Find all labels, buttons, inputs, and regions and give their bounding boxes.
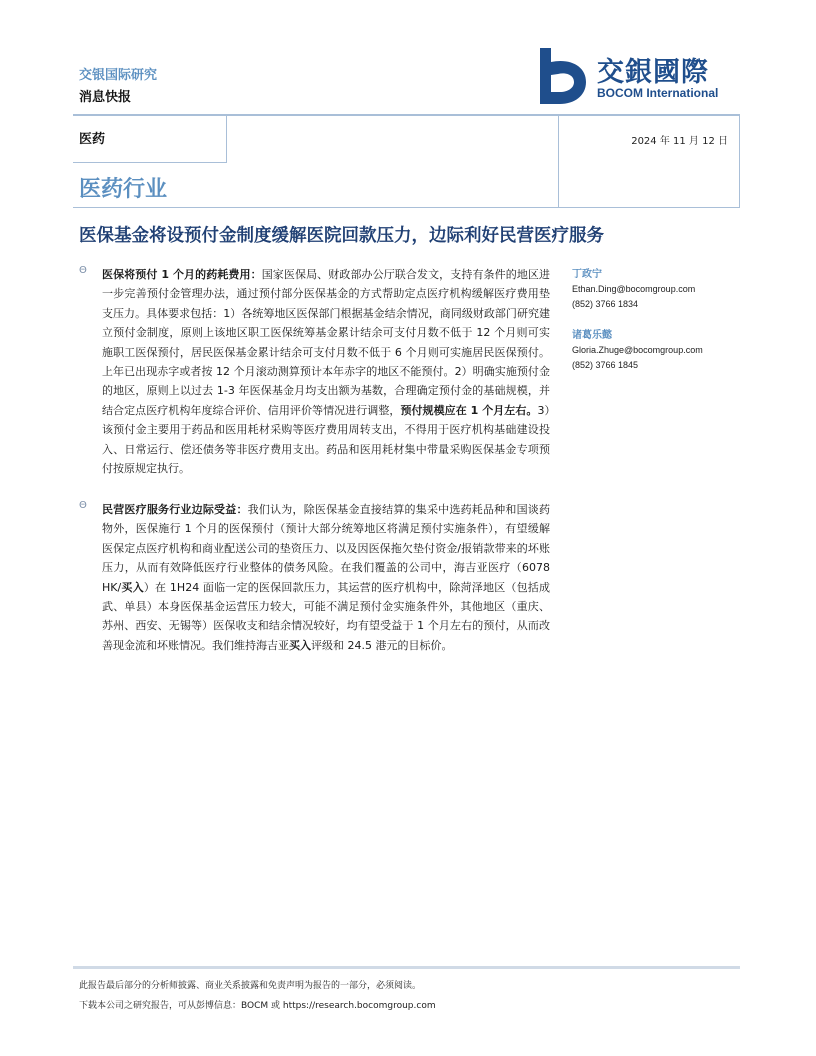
divider-line: [558, 116, 559, 208]
bullet-body-continued: ）在 1H24 面临一定的医保回款压力，其运营的医疗机构中，除菏泽地区（包括成武、单县）本身医保基金运营压力较大，可能不满足预付金实施条件外，其他地区（重庆、苏州、西安、无锡等）医保收支和结余情况较好，均有望受益于 1 个月左右的预付，从而改善现金流和坏账情况。我们维持海吉亚: [102, 580, 551, 652]
org-name: 交银国际研究: [79, 68, 158, 83]
divider-line: [73, 162, 227, 163]
footer-rule: [73, 966, 740, 969]
bullet-tail: 3）该预付金主要用于药品和医用耗材采购等医疗费用周转支出，不得用于医疗机构基础建设投入、日常运行、偿还债务等非医疗费用支出。药品和医用耗材集中带量采购医保基金专项预付按原规定执行。: [102, 403, 551, 476]
analyst-phone: (852) 3766 1845: [572, 360, 639, 370]
logo-english-text: BOCOM International: [597, 86, 719, 100]
divider-line: [73, 207, 740, 208]
report-date: 2024 年 11 月 12 日: [631, 136, 728, 147]
report-type: 消息快报: [79, 90, 132, 105]
bullet-emphasis: 预付规模应在 1 个月左右。: [400, 403, 538, 417]
bullet-marker-icon: Θ: [79, 500, 87, 511]
rating-inline: 买入: [121, 580, 144, 594]
report-headline: 医保基金将设预付金制度缓解医院回款压力，边际利好民营医疗服务: [79, 226, 604, 246]
header-rule: [73, 114, 740, 116]
divider-line: [226, 116, 227, 163]
divider-line: [739, 116, 740, 208]
bullet-tail: 评级和 24.5 港元的目标价。: [311, 638, 453, 652]
footer-disclaimer: 此报告最后部分的分析师披露、商业关系披露和免责声明为报告的一部分，必须阅读。: [79, 981, 422, 991]
sector-label: 医药: [79, 132, 106, 147]
rating: 买入: [289, 638, 311, 652]
analyst-name: 诸葛乐懿: [572, 330, 612, 341]
bocom-logo-icon: [536, 48, 588, 104]
logo-chinese-text: 交銀國際: [597, 57, 709, 88]
bullet-lead: 民营医疗服务行业边际受益：: [102, 503, 248, 516]
bullet-paragraph: [102, 500, 550, 655]
industry-title: 医药行业: [79, 176, 168, 202]
analyst-email[interactable]: Ethan.Ding@bocomgroup.com: [572, 284, 696, 294]
bullet-lead: 医保将预付 1 个月的药耗费用：: [102, 268, 262, 281]
analyst-card: [572, 267, 742, 312]
analyst-email[interactable]: Gloria.Zhuge@bocomgroup.com: [572, 345, 703, 355]
footer-download-link[interactable]: 下载本公司之研究报告，可从彭博信息：BOCM 或 https://research.bocomgroup.com: [79, 1001, 436, 1011]
bullet-paragraph: [102, 265, 550, 478]
bullet-body: 国家医保局、财政部办公厅联合发文，支持有条件的地区进一步完善预付金管理办法，通过预付部分医保基金的方式帮助定点医疗机构缓解医疗费用垫支压力。具体要求包括：1）各统筹地区医保部门根据基金结余情况，商同级财政部门研究建立预付金制度，原则上该地区职工医保统筹基金累计结余可支付月数不低于 12 个月则可实施职工医保预付，居民医保基金累计结余可支付月数不低于 6 个月则可实施居民医保预付。上年已出现赤字或者按 12 个月滚动测算预计本年赤字的地区不能预付。2）明确实施预付金的地区，原则上以过去 1-3 年医保基金月均支出额为基数，合理确定预付金的基础规模，并结合定点医疗机构年度综合评价、信用评价等情况进行调整，: [102, 268, 551, 417]
bullet-body: 我们认为，除医保基金直接结算的集采中选药耗品种和国谈药物外，医保施行 1 个月的医保预付（预计大部分统筹地区将满足预付实施条件），有望缓解医保定点医疗机构和商业配送公司的垫资压力、以及因医保拖欠垫付资金/报销款带来的坏账压力，从而有效降低医疗行业整体的债务风险。在我们覆盖的公司中，海吉亚医疗（6078 HK/: [102, 503, 551, 594]
analyst-card: [572, 328, 742, 373]
analyst-name: 丁政宁: [572, 269, 602, 280]
bocom-logo: [536, 48, 746, 104]
bullet-marker-icon: Θ: [79, 265, 87, 276]
analyst-phone: (852) 3766 1834: [572, 299, 639, 309]
